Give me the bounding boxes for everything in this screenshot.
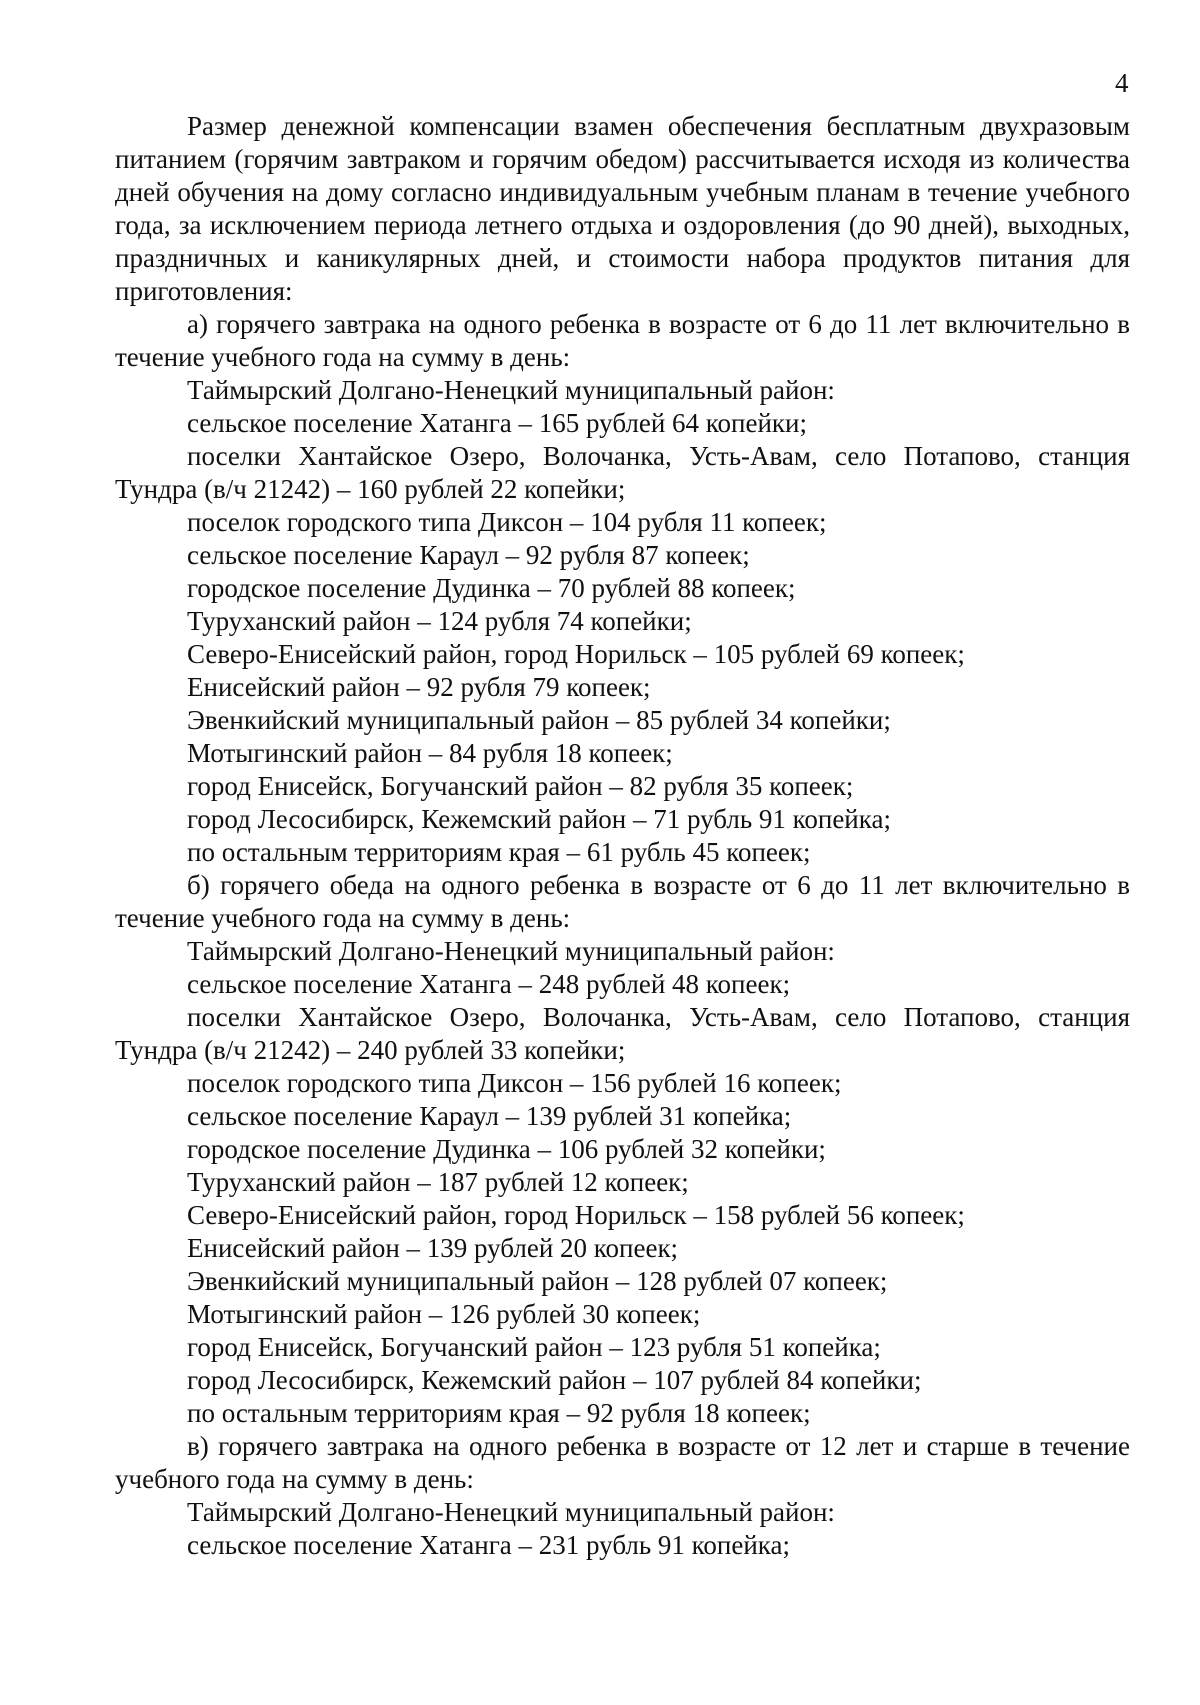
section-b-item: Северо-Енисейский район, город Норильск – 158 рублей 56 копеек; (187, 1200, 965, 1230)
section-c-taimyr: Таймырский Долгано-Ненецкий муниципальный район: (187, 1497, 835, 1527)
section-b-item: Мотыгинский район – 126 рублей 30 копеек; (187, 1299, 701, 1329)
document-body (115, 110, 1130, 1562)
section-a-khatanga: сельское поселение Хатанга – 165 рублей 64 копейки; (187, 408, 807, 438)
section-a-item: Эвенкийский муниципальный район – 85 рублей 34 копейки; (187, 705, 891, 735)
section-a-settlements: поселки Хантайское Озеро, Волочанка, Усть-Авам, село Потапово, станция Тундра (в/ч 21242) – 160 рублей 22 копейки; (115, 441, 1130, 504)
section-c-khatanga: сельское поселение Хатанга – 231 рубль 91 копейка; (187, 1530, 791, 1560)
section-b-item: сельское поселение Караул – 139 рублей 31 копейка; (187, 1101, 792, 1131)
section-b-item: Эвенкийский муниципальный район – 128 рублей 07 копеек; (187, 1266, 888, 1296)
section-a-item: Енисейский район – 92 рубля 79 копеек; (187, 672, 651, 702)
section-b-settlements: поселки Хантайское Озеро, Волочанка, Усть-Авам, село Потапово, станция Тундра (в/ч 21242) – 240 рублей 33 копейки; (115, 1002, 1130, 1065)
section-b-heading: б) горячего обеда на одного ребенка в возрасте от 6 до 11 лет включительно в течение учебного года на сумму в день: (115, 870, 1130, 933)
section-c-heading: в) горячего завтрака на одного ребенка в возрасте от 12 лет и старше в течение учебного года на сумму в день: (115, 1431, 1130, 1494)
section-b-item: город Лесосибирск, Кежемский район – 107 рублей 84 копейки; (187, 1365, 922, 1395)
section-a-item: Туруханский район – 124 рубля 74 копейки; (187, 606, 692, 636)
intro-paragraph: Размер денежной компенсации взамен обеспечения бесплатным двухразовым питанием (горячим завтраком и горячим обедом) рассчитывается исходя из количества дней обучения на дому согласно индивидуальным учебным планам в течение учебного года, за исключением периода летнего отдыха и оздоровления (до 90 дней), выходных, праздничных и каникулярных дней, и стоимости набора продуктов питания для приготовления: (115, 111, 1130, 306)
section-a-taimyr: Таймырский Долгано-Ненецкий муниципальный район: (187, 375, 835, 405)
section-a-item: поселок городского типа Диксон – 104 рубля 11 копеек; (187, 507, 827, 537)
section-b-khatanga: сельское поселение Хатанга – 248 рублей 48 копеек; (187, 969, 791, 999)
page-number: 4 (1115, 68, 1129, 98)
section-a-item: сельское поселение Караул – 92 рубля 87 копеек; (187, 540, 750, 570)
section-a-item: Северо-Енисейский район, город Норильск – 105 рублей 69 копеек; (187, 639, 965, 669)
section-b-item: Енисейский район – 139 рублей 20 копеек; (187, 1233, 679, 1263)
section-a-item: по остальным территориям края – 61 рубль 45 копеек; (187, 837, 811, 867)
section-a-item: Мотыгинский район – 84 рубля 18 копеек; (187, 738, 673, 768)
section-a-heading: а) горячего завтрака на одного ребенка в возрасте от 6 до 11 лет включительно в течение учебного года на сумму в день: (115, 309, 1130, 372)
section-a-item: город Енисейск, Богучанский район – 82 рубля 35 копеек; (187, 771, 854, 801)
section-b-item: город Енисейск, Богучанский район – 123 рубля 51 копейка; (187, 1332, 881, 1362)
section-a-item: город Лесосибирск, Кежемский район – 71 рубль 91 копейка; (187, 804, 891, 834)
section-b-item: Туруханский район – 187 рублей 12 копеек; (187, 1167, 689, 1197)
section-b-item: городское поселение Дудинка – 106 рублей 32 копейки; (187, 1134, 826, 1164)
section-b-item: по остальным территориям края – 92 рубля 18 копеек; (187, 1398, 811, 1428)
section-a-item: городское поселение Дудинка – 70 рублей 88 копеек; (187, 573, 796, 603)
section-b-item: поселок городского типа Диксон – 156 рублей 16 копеек; (187, 1068, 842, 1098)
section-b-taimyr: Таймырский Долгано-Ненецкий муниципальный район: (187, 936, 835, 966)
